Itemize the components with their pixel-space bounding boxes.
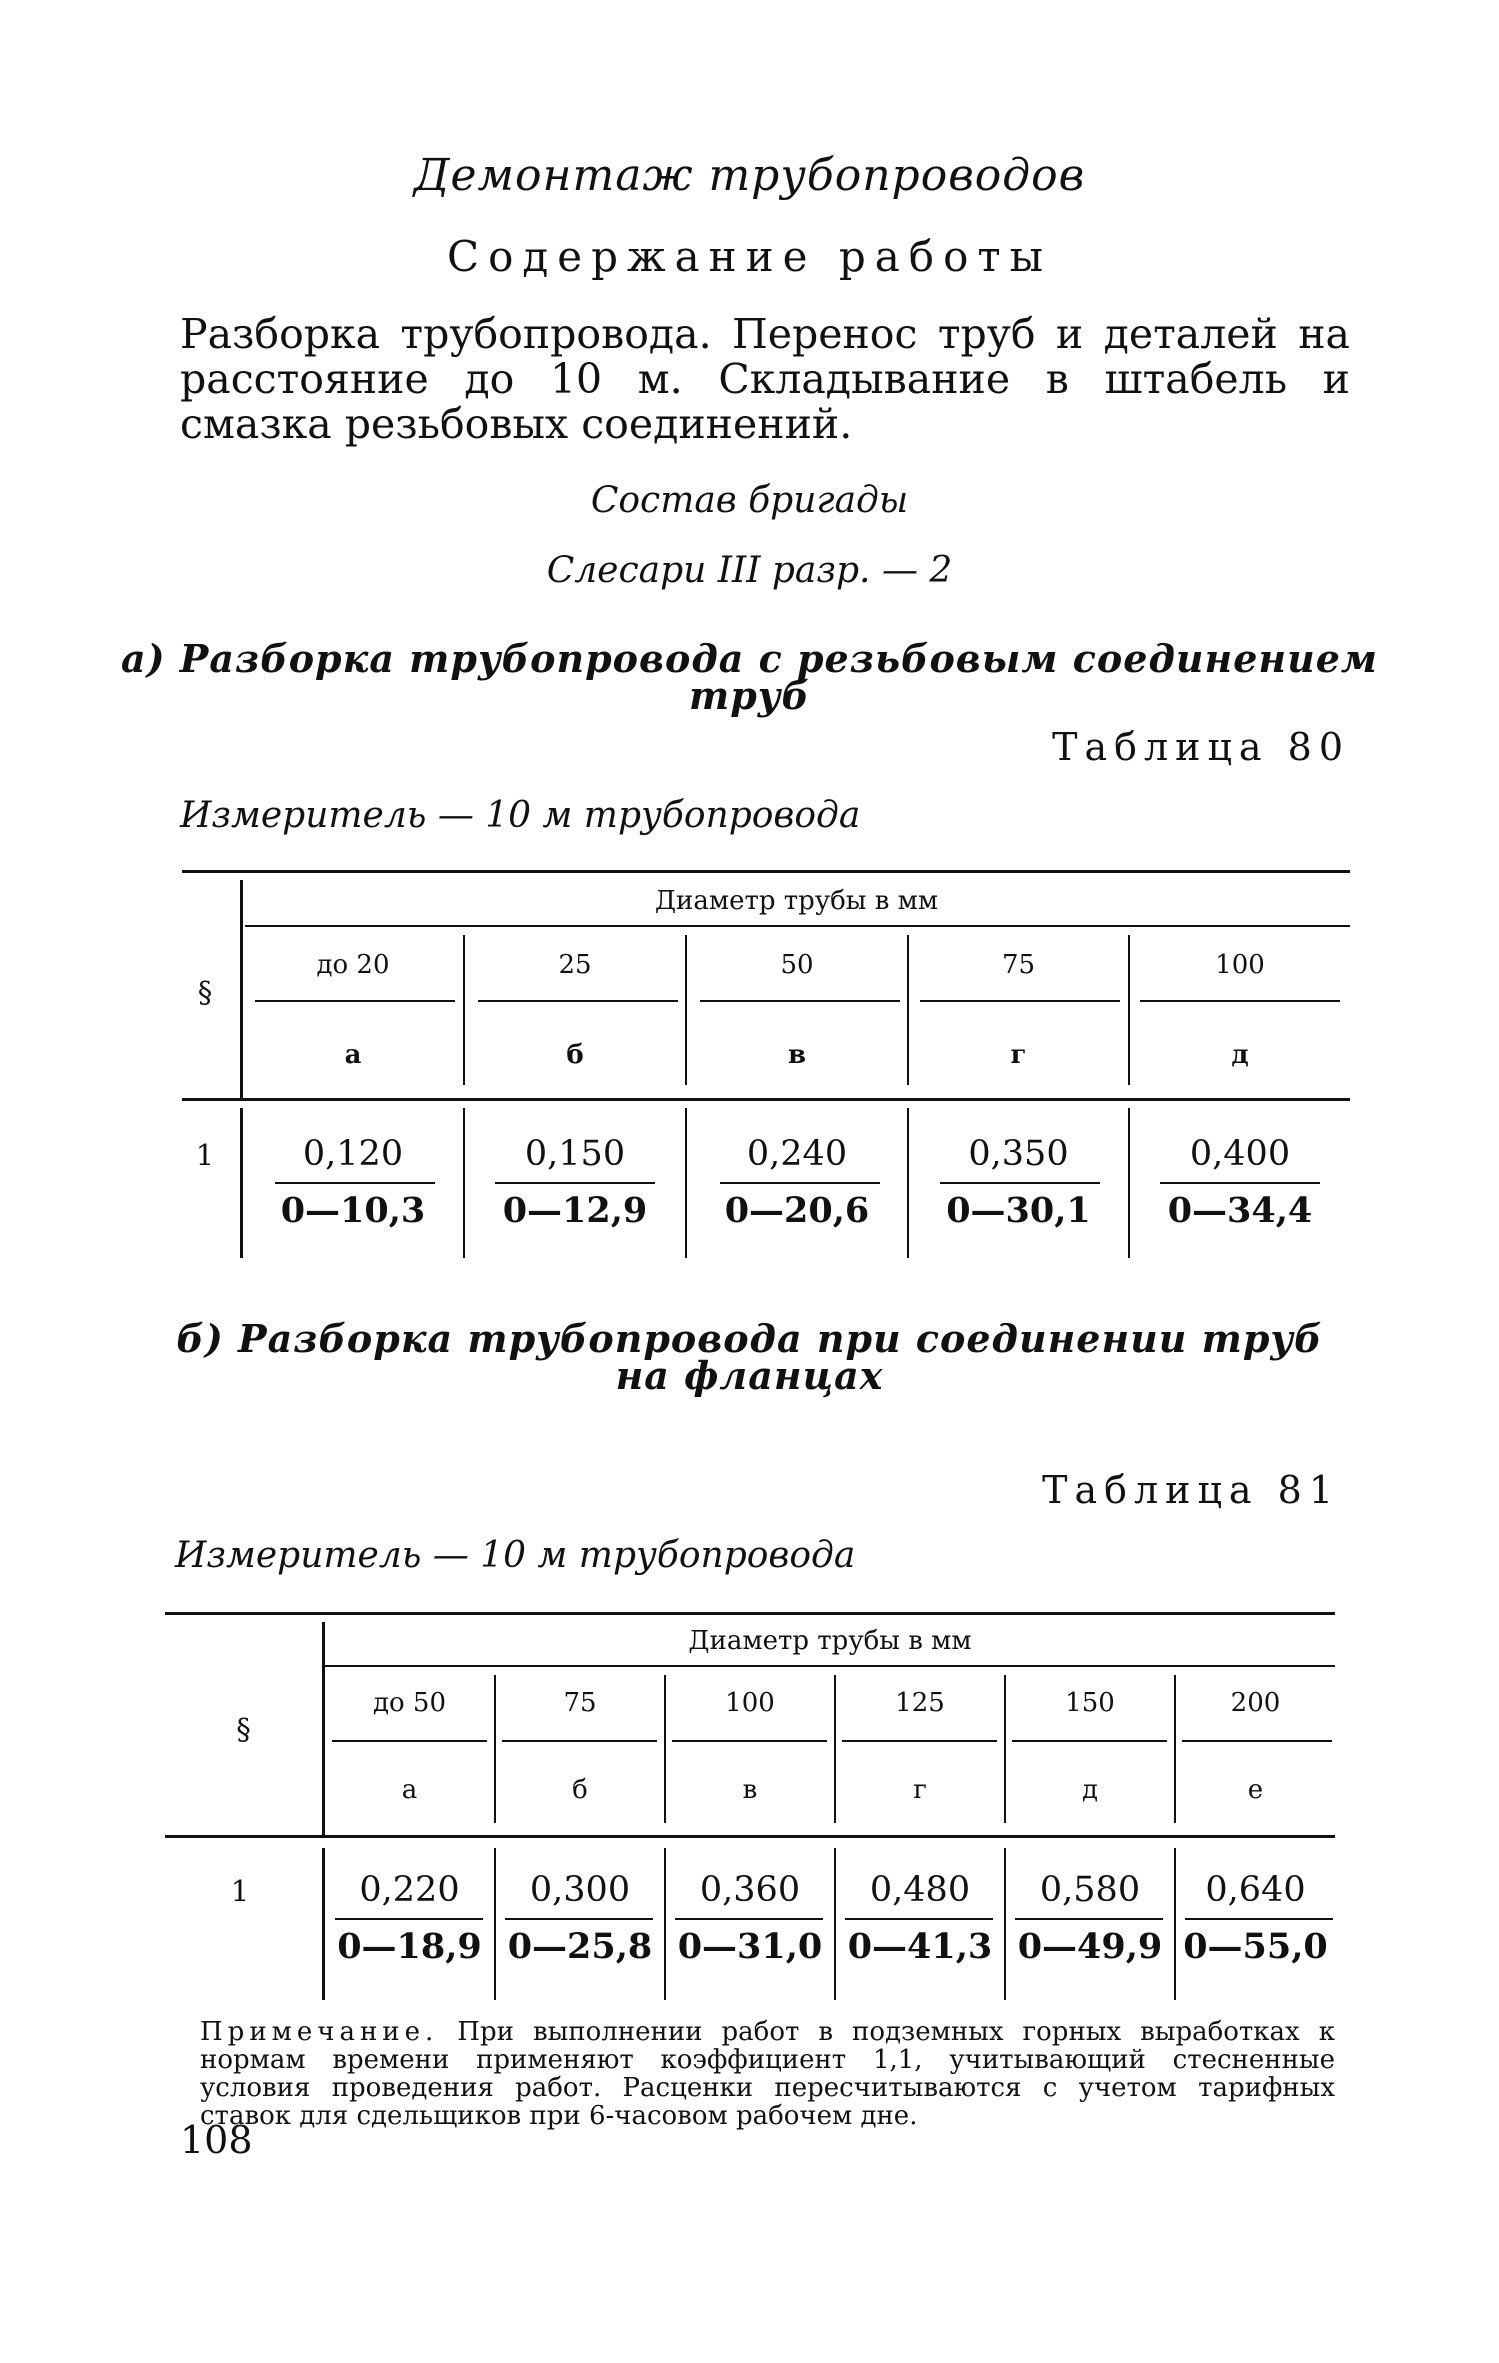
table-80-col-diameter: 75	[1001, 950, 1036, 980]
table-80-measure: Измеритель — 10 м трубопровода	[180, 795, 861, 836]
table-81-col-diameter: 200	[1230, 1688, 1281, 1718]
footnote	[200, 2018, 1335, 2130]
page-number: 108	[180, 2118, 253, 2162]
table-81-col-diameter: до 50	[372, 1688, 446, 1718]
section-title: Демонтаж трубопроводов	[413, 150, 1086, 201]
table-80-col-letter: в	[787, 1040, 807, 1070]
table-81-rate: 0—55,0	[1183, 1926, 1328, 1967]
table-81-rate: 0—41,3	[847, 1926, 993, 1967]
table-80-col-letter: б	[566, 1040, 584, 1070]
crew-value: Слесари III разр. — 2	[546, 550, 953, 591]
table-80-rate: 0—34,4	[1167, 1190, 1313, 1231]
table-81-col-letter: д	[1081, 1775, 1098, 1805]
work-content-heading: Содержание работы	[446, 232, 1053, 281]
table-80-norm: 0,350	[968, 1134, 1069, 1174]
table-81-col-diameter: 125	[895, 1688, 945, 1718]
table-81-row-header: §	[236, 1712, 251, 1746]
table-81-norm: 0,640	[1205, 1870, 1306, 1910]
table-80-col-diameter: 100	[1215, 950, 1265, 980]
table-81-rate: 0—18,9	[337, 1926, 482, 1967]
table-80-col-diameter: до 20	[316, 950, 390, 980]
table-81-col-letter: г	[913, 1775, 927, 1805]
section-b-title-line1: б) Разборка трубопровода при соединении труб	[176, 1316, 1323, 1361]
table-81-col-diameter: 75	[563, 1688, 597, 1718]
table-81-col-letter: б	[572, 1775, 588, 1805]
table-81-rate: 0—25,8	[507, 1926, 653, 1967]
table-81-col-letter: а	[401, 1775, 418, 1805]
table-81-rate: 0—49,9	[1017, 1926, 1163, 1967]
table-81-row-number: 1	[230, 1874, 250, 1908]
table-81-rate: 0—31,0	[677, 1926, 823, 1967]
crew-heading: Состав бригады	[590, 480, 909, 521]
table-80-norm: 0,240	[746, 1134, 848, 1174]
table-80-row-number: 1	[195, 1138, 215, 1172]
table-81-number: Таблица 81	[1042, 1468, 1340, 1512]
table-81-col-diameter: 100	[725, 1688, 775, 1718]
table-80-row-header: §	[197, 975, 213, 1009]
table-81-col-letter: е	[1247, 1775, 1264, 1805]
table-80-col-letter: д	[1231, 1040, 1249, 1070]
table-80-col-diameter: 50	[780, 950, 814, 980]
table-80-norm: 0,400	[1189, 1134, 1291, 1174]
table-80-col-letter: г	[1010, 1040, 1027, 1070]
table-80-col-letter: а	[344, 1040, 362, 1070]
table-81-norm: 0,480	[869, 1870, 971, 1910]
table-81-norm: 0,580	[1039, 1870, 1141, 1910]
table-80-col-diameter: 25	[558, 950, 592, 980]
table-81-measure: Измеритель — 10 м трубопровода	[175, 1535, 856, 1576]
table-81-col-letter: в	[742, 1775, 758, 1805]
table-81-col-diameter: 150	[1065, 1688, 1115, 1718]
table-80-number: Таблица 80	[1052, 725, 1350, 769]
table-80-rate: 0—10,3	[280, 1190, 426, 1231]
table-80-rate: 0—30,1	[946, 1190, 1091, 1231]
work-description: Разборка трубопровода. Перенос труб и деталей на расстояние до 10 м. Складывание в штабель и смазка резьбовых соединений.	[180, 310, 1350, 448]
table-81-norm: 0,220	[359, 1870, 460, 1910]
footnote-text: При выполнении работ в подземных горных выработках к нормам времени применяют коэффициент 1,1, учитывающий стесненные условия проведения работ. Расценки пересчитываются с учетом тарифных ставок для сдельщиков при 6-часовом рабочем дне.	[200, 2017, 1335, 2131]
table-81-norm: 0,360	[699, 1870, 801, 1910]
section-a-title-line2: труб	[689, 673, 810, 718]
table-80-group-header: Диаметр трубы в мм	[654, 886, 939, 916]
table-80-rate: 0—20,6	[724, 1190, 870, 1231]
section-b-title-line2: на фланцах	[615, 1353, 884, 1398]
footnote-label: Примечание.	[200, 2017, 439, 2047]
table-81-group-header: Диаметр трубы в мм	[688, 1626, 972, 1656]
section-a-title-line1: а) Разборка трубопровода с резьбовым соединением	[120, 636, 1379, 681]
table-80-norm: 0,150	[524, 1134, 626, 1174]
table-80-norm: 0,120	[302, 1134, 404, 1174]
table-80-rate: 0—12,9	[502, 1190, 648, 1231]
table-81-norm: 0,300	[529, 1870, 631, 1910]
